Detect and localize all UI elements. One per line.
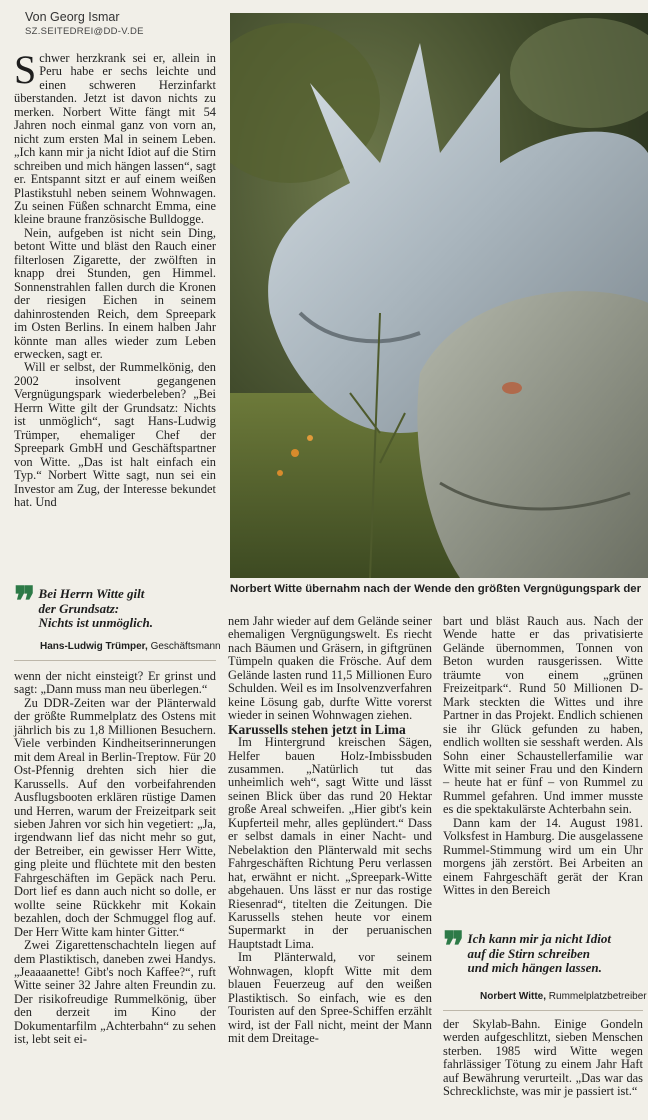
quote-attribution bbox=[40, 641, 221, 652]
paragraph: Zwei Zigarettenschachteln liegen auf dem Plastiktisch, daneben zwei Handys. „Jeaaaanette! Gibt's noch Kaffee?“, ruft Witte seiner 32 Jahre alten Freundin zu. Der risikofreudige Rummelkönig, über den derzeit im Kino der Dokumentarfilm „Achterbahn“ zu sehen ist, lebt seit ei- bbox=[14, 938, 216, 1047]
quote-role: Rummelplatzbetreiber bbox=[546, 991, 647, 1002]
paragraph: der Skylab-Bahn. Einige Gondeln werden aufgeschlitzt, sieben Menschen sterben. 1985 wird Witte wegen fahrlässiger Tötung zu einem Jahr Haft auf Bewährung verurteilt. „Das war das Schrecklichste, was mir je passiert ist.“ bbox=[443, 1017, 643, 1099]
paragraph: Zu DDR-Zeiten war der Plänterwald der größte Rummelplatz des Ostens mit jährlich bis zu 1,8 Millionen Besuchern. Viele verbinden Kindheitserinnerungen mit dem Areal in Berlin-Treptow. Für 20 Ost-Pfennig drehten sich hier die Karussells. Auf den vorbeifahrenden Ausflugsbooten erklären rüstige Damen und Herren, warum der Freizeitpark seit sieben Jahren vor sich hin vegetiert: „Ja, irgendwann lief das nicht mehr so gut, der Betreiber, ein gewisser Herr Witte, ging pleite und flüchtete mit den besten Fahrgeschäften im Gepäck nach Peru. Dort lief es dann auch nicht so dolle, er wollte seine Rückkehr mit Kokain bezahlen, doch der Schmuggel flog auf. Der Herr Witte kam hinter Gitter.“ bbox=[14, 695, 216, 939]
quote-line: auf die Stirn schreiben bbox=[467, 945, 590, 961]
paragraph: wenn der nicht einsteigt? Er grinst und sagt: „Dann muss man neu überlegen.“ bbox=[14, 669, 216, 697]
quote-line: Bei Herrn Witte gilt bbox=[38, 586, 145, 601]
divider bbox=[14, 660, 216, 661]
subheading: Karussells stehen jetzt in Lima bbox=[228, 721, 406, 737]
quote-author: Hans-Ludwig Trümper, bbox=[40, 641, 148, 652]
divider bbox=[443, 1010, 643, 1011]
quote-line: der Grundsatz: bbox=[38, 600, 120, 616]
quote-line: und mich hängen lassen. bbox=[467, 960, 602, 975]
paragraph: Nein, aufgeben ist nicht sein Ding, betont Witte und bläst den Rauch einer filterlosen Zigarette, der zwölften in knapp drei Stunden, gen Himmel. Sonnenstrahlen fallen durch die Kronen der riesigen Eichen in seinem dahinrostenden Reich, dem Spreepark im Osten Berlins. In einem halben Jahr könnte man alles wieder zum Leben erwecken, sagt er. bbox=[14, 225, 216, 361]
paragraph: Im Hintergrund kreischen Sägen, Helfer bauen Holz-Imbissbuden zusammen. „Natürlich tut das unheimlich weh“, sagt Witte und lässt seinen Blick über das rund 20 Hektar große Areal schweifen. „Hier gibt's kein Kupferteil mehr, alles geplündert.“ Dass er selbst damals in einer Nacht- und Nebelaktion den Plänterwald mit sechs Fahrgeschäften Richtung Peru verlassen hat, erwähnt er nicht. „Spreepark-Witte abgehauen. Uns lässt er nur das rostige Riesenrad“, titelten die Zeitungen. Die Karussells stehen heute vor einem Supermarkt in der peruanischen Hauptstadt Lima. bbox=[228, 735, 432, 951]
article-photo bbox=[230, 13, 648, 578]
drop-cap: S bbox=[14, 47, 37, 92]
paragraph: nem Jahr wieder auf dem Gelände seiner ehemaligen Vergnügungswelt. Es riecht nach Bäumen und Gräsern, in giftgrünen Tümpeln quaken die Frösche. Auf dem Gelände lasten rund 11,5 Millionen Euro Schulden. Weil es im Insolvenzverfahren keine Lösung gab, durfte Witte vorerst wieder in seinen Wohnwagen ziehen. bbox=[228, 614, 432, 723]
article-column-3-lower bbox=[443, 1018, 643, 1099]
quote-role: Geschäftsmann bbox=[147, 641, 221, 652]
paragraph-text: chwer herzkrank sei er, allein in Peru habe er sechs leichte und einen schweren Herzinfarkt überstanden. Jetzt ist davon nichts zu merken. Norbert Witte fängt mit 54 Jahren noch einmal ganz von vorn an, nicht zum ersten Mal in seinem Leben. „Ich kann mir ja nicht Idiot auf die Stirn schreiben und mich hängen lassen“, sagt er. Entspannt sitzt er auf einem weißen Plastikstuhl neben seinem Wohnwagen. Zu seinen Füßen schnarcht Emma, eine kleine braune französische Bulldogge. bbox=[14, 51, 216, 227]
quote-mark-icon: ❞ bbox=[443, 925, 465, 969]
author-email: SZ.SEITEDREI@DD-V.DE bbox=[25, 26, 144, 37]
paragraph: Im Plänterwald, vor seinem Wohnwagen, klopft Witte mit dem blauen Feuerzeug auf den weißen Plastiktisch. So einfach, wie es den Touristen auf den Spree-Schiffen erzählt wird, ist der Fall nicht, meint der Mann mit dem Dreitage- bbox=[228, 950, 432, 1046]
pull-quote bbox=[443, 925, 643, 976]
article-column-1-lower bbox=[14, 670, 216, 1047]
pull-quote bbox=[14, 580, 214, 631]
quote-attribution bbox=[480, 991, 647, 1002]
photo-caption: Norbert Witte übernahm nach der Wende den größten Vergnügungspark der bbox=[230, 583, 642, 595]
quote-mark-icon: ❞ bbox=[14, 580, 36, 624]
paragraph: bart und bläst Rauch aus. Nach der Wende hatte er das privatisierte Gelände übernommen, Tonnen von Beton wurden rausgerissen. Witte träumte von einem „grünen Freizeitpark“. Rund 50 Millionen D-Mark steckten die Wittes und ihre Partner in das Projekt. Endlich schienen sie ihr Glück gefunden zu haben, endlich wollten sie sesshaft werden. Als Sohn einer Schaustellerfamilie war Witte mit seiner Frau und den Kindern – heute hat er fünf – von Rummel zu Rummel gefahren. Und immer musste es die spektakulärste Achterbahn sein. bbox=[443, 614, 643, 817]
article-column-3 bbox=[443, 615, 643, 898]
article-column-2 bbox=[228, 615, 432, 1046]
paragraph: Will er selbst, der Rummelkönig, den 2002 insolvent gegangenen Vergnügungspark wiederbeleben? „Bei Herrn Witte gilt der Grundsatz: Nichts ist unmöglich“, sagt Hans-Ludwig Trümper, ehemaliger Chef der Spreepark GmbH und Geschäftspartner von Witte. „Das ist halt einfach ein Typ.“ Norbert Witte sagt, nun sei ein Investor am Zug, der Interesse bekundet hat. Und bbox=[14, 360, 216, 509]
quote-line: Nichts ist unmöglich. bbox=[38, 615, 154, 630]
author-byline: Von Georg Ismar bbox=[25, 10, 120, 24]
article-column-1 bbox=[14, 47, 216, 509]
paragraph: Dann kam der 14. August 1981. Volksfest in Hamburg. Die ausgelassene Rummel-Stimmung wird um ein Uhr morgens jäh zerstört. Bei Arbeiten an einem Fahrgeschäft gerät der Kran Wittes in den Bereich bbox=[443, 815, 643, 898]
paragraph bbox=[14, 47, 216, 227]
quote-author: Norbert Witte, bbox=[480, 991, 547, 1002]
quote-line: Ich kann mir ja nicht Idiot bbox=[467, 931, 611, 946]
